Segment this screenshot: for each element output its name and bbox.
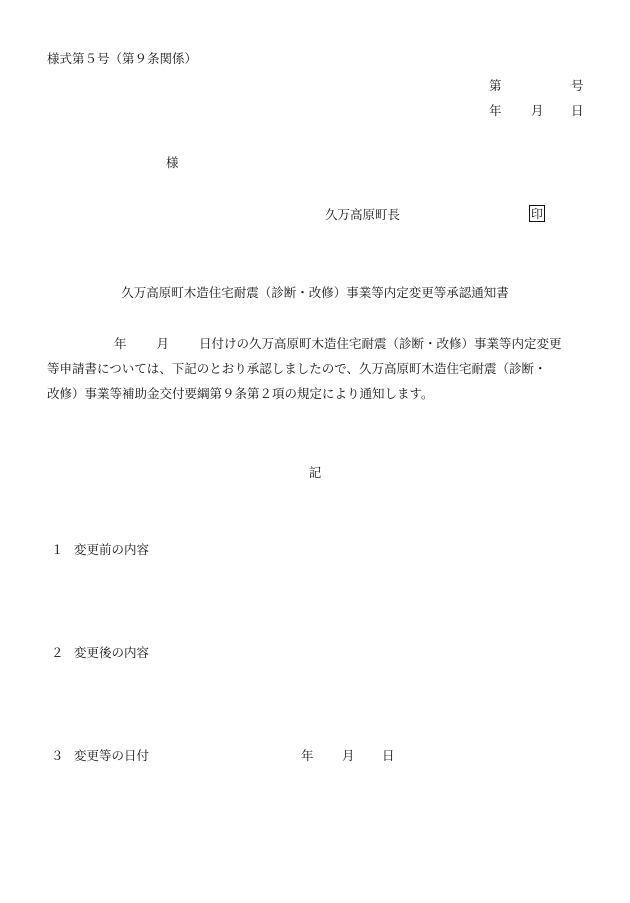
addressee-honorific: 様: [166, 155, 179, 170]
sender-name: 久万高原町長: [325, 207, 401, 222]
item-label: 変更前の内容: [74, 542, 150, 557]
body-paragraph: [47, 331, 587, 406]
change-date-month: 月: [342, 748, 355, 763]
issue-date-year: 年: [489, 103, 502, 118]
item-label: 変更後の内容: [74, 645, 150, 660]
document-number-suffix: 号: [571, 78, 584, 93]
seal-stamp-box: 印: [530, 207, 543, 221]
document-title: 久万高原町木造住宅耐震（診断・改修）事業等内定変更等承認通知書: [121, 285, 509, 300]
body-line-1-text: 日付けの久万高原町木造住宅耐震（診断・改修）事業等内定変更: [199, 336, 562, 351]
item-label: 変更等の日付: [74, 748, 150, 763]
body-year: 年: [114, 336, 127, 351]
body-line-2: 等申請書については、下記のとおり承認しましたので、久万高原町木造住宅耐震（診断・: [47, 361, 547, 376]
change-date-day: 日: [382, 748, 395, 763]
item-number: ３: [51, 748, 64, 763]
document-number-prefix: 第: [489, 78, 502, 93]
item-change-date: [51, 750, 149, 763]
body-line-1: [47, 331, 587, 356]
ki-heading: 記: [308, 465, 322, 480]
body-line-3: 改修）事業等補助金交付要綱第９条第２項の規定により通知します。: [47, 386, 434, 401]
body-month: 月: [156, 336, 170, 351]
issue-date-day: 日: [571, 103, 584, 118]
form-number: 様式第５号（第９条関係）: [47, 51, 198, 66]
item-after-change: [51, 647, 149, 660]
issue-date-month: 月: [531, 103, 544, 118]
item-before-change: [51, 544, 149, 557]
item-number: １: [51, 542, 64, 557]
change-date-year: 年: [301, 748, 314, 763]
item-number: ２: [51, 645, 64, 660]
